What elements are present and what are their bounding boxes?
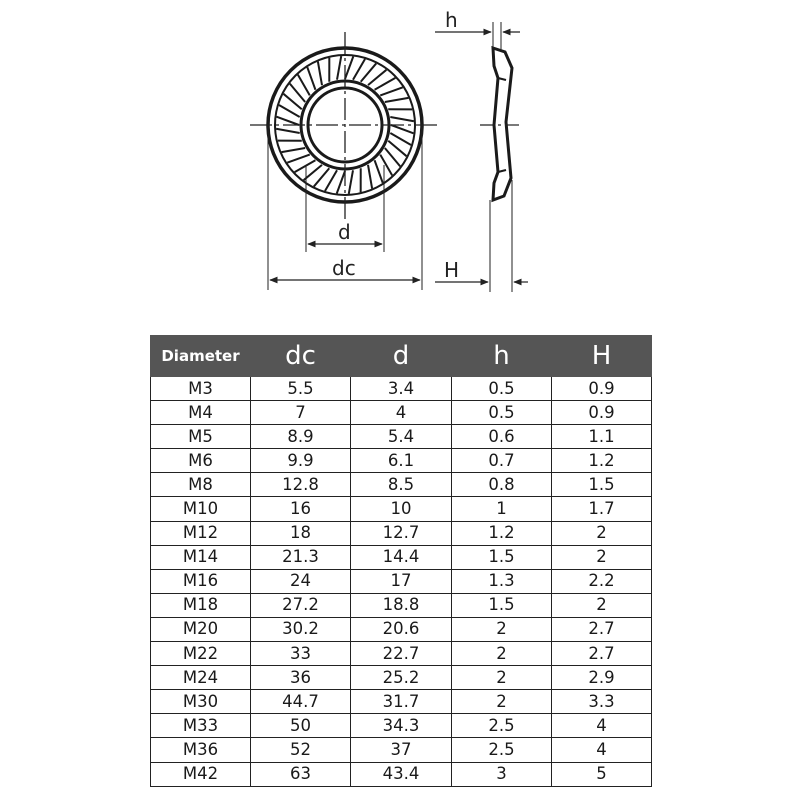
washer-dimension-table (150, 335, 652, 787)
table-row (151, 762, 652, 786)
cell-dc: 44.7 (251, 690, 351, 714)
cell-h: 2.5 (452, 738, 552, 762)
cell-H: 1.1 (552, 425, 652, 449)
cell-diameter: M33 (151, 714, 251, 738)
cell-h: 1 (452, 497, 552, 521)
table-row (151, 593, 652, 617)
label-d: d (338, 220, 351, 244)
table-row (151, 642, 652, 666)
cell-dc: 7 (251, 401, 351, 425)
table-row (151, 738, 652, 762)
cell-H: 2 (552, 545, 652, 569)
cell-diameter: M16 (151, 569, 251, 593)
cell-h: 0.5 (452, 401, 552, 425)
cell-h: 0.5 (452, 377, 552, 401)
label-h: h (445, 8, 458, 32)
table-row (151, 497, 652, 521)
table-row (151, 377, 652, 401)
cell-h: 0.8 (452, 473, 552, 497)
table-header-row (151, 336, 652, 377)
cell-dc: 8.9 (251, 425, 351, 449)
cell-diameter: M6 (151, 449, 251, 473)
table-row (151, 401, 652, 425)
cell-h: 0.7 (452, 449, 552, 473)
cell-H: 2.2 (552, 569, 652, 593)
cell-dc: 12.8 (251, 473, 351, 497)
cell-H: 1.5 (552, 473, 652, 497)
cell-H: 2 (552, 521, 652, 545)
cell-h: 1.5 (452, 593, 552, 617)
cell-diameter: M10 (151, 497, 251, 521)
cell-h: 2 (452, 690, 552, 714)
cell-d: 6.1 (351, 449, 452, 473)
cell-diameter: M36 (151, 738, 251, 762)
table-row (151, 449, 652, 473)
cell-dc: 30.2 (251, 617, 351, 641)
cell-d: 25.2 (351, 666, 452, 690)
cell-d: 43.4 (351, 762, 452, 786)
cell-diameter: M18 (151, 593, 251, 617)
cell-diameter: M30 (151, 690, 251, 714)
cell-H: 2.7 (552, 617, 652, 641)
cell-d: 5.4 (351, 425, 452, 449)
cell-diameter: M3 (151, 377, 251, 401)
cell-h: 2 (452, 617, 552, 641)
washer-technical-drawing (0, 0, 800, 300)
cell-h: 1.3 (452, 569, 552, 593)
table-row (151, 545, 652, 569)
cell-d: 34.3 (351, 714, 452, 738)
cell-d: 10 (351, 497, 452, 521)
table-row (151, 666, 652, 690)
header-dc: dc (251, 336, 351, 377)
cell-diameter: M24 (151, 666, 251, 690)
cell-H: 2.7 (552, 642, 652, 666)
header-d: d (351, 336, 452, 377)
cell-dc: 27.2 (251, 593, 351, 617)
cell-H: 1.2 (552, 449, 652, 473)
cell-dc: 50 (251, 714, 351, 738)
cell-h: 2 (452, 642, 552, 666)
table-row (151, 569, 652, 593)
cell-dc: 52 (251, 738, 351, 762)
cell-dc: 9.9 (251, 449, 351, 473)
cell-diameter: M12 (151, 521, 251, 545)
table-row (151, 521, 652, 545)
header-h: h (452, 336, 552, 377)
cell-h: 1.5 (452, 545, 552, 569)
cell-dc: 36 (251, 666, 351, 690)
cell-diameter: M22 (151, 642, 251, 666)
cell-H: 0.9 (552, 377, 652, 401)
cell-d: 14.4 (351, 545, 452, 569)
washer-front-view (250, 32, 440, 220)
cell-H: 3.3 (552, 690, 652, 714)
header-diameter: Diameter (151, 336, 251, 377)
cell-diameter: M42 (151, 762, 251, 786)
cell-dc: 24 (251, 569, 351, 593)
cell-d: 3.4 (351, 377, 452, 401)
table-row (151, 617, 652, 641)
header-H: H (552, 336, 652, 377)
cell-diameter: M14 (151, 545, 251, 569)
table-row (151, 425, 652, 449)
cell-d: 12.7 (351, 521, 452, 545)
table-row (151, 714, 652, 738)
cell-d: 31.7 (351, 690, 452, 714)
cell-d: 18.8 (351, 593, 452, 617)
cell-d: 37 (351, 738, 452, 762)
cell-H: 1.7 (552, 497, 652, 521)
cell-h: 2.5 (452, 714, 552, 738)
cell-d: 20.6 (351, 617, 452, 641)
cell-diameter: M5 (151, 425, 251, 449)
cell-h: 2 (452, 666, 552, 690)
cell-d: 22.7 (351, 642, 452, 666)
cell-dc: 33 (251, 642, 351, 666)
cell-H: 4 (552, 714, 652, 738)
cell-d: 17 (351, 569, 452, 593)
cell-h: 1.2 (452, 521, 552, 545)
cell-H: 2 (552, 593, 652, 617)
cell-h: 0.6 (452, 425, 552, 449)
washer-side-view (480, 48, 522, 200)
dimension-h (435, 8, 520, 50)
dimension-H (435, 180, 528, 292)
cell-H: 0.9 (552, 401, 652, 425)
cell-H: 2.9 (552, 666, 652, 690)
table-row (151, 473, 652, 497)
cell-h: 3 (452, 762, 552, 786)
cell-dc: 63 (251, 762, 351, 786)
label-dc: dc (332, 256, 356, 280)
cell-d: 4 (351, 401, 452, 425)
cell-diameter: M4 (151, 401, 251, 425)
cell-dc: 21.3 (251, 545, 351, 569)
cell-H: 5 (552, 762, 652, 786)
cell-dc: 16 (251, 497, 351, 521)
cell-H: 4 (552, 738, 652, 762)
cell-dc: 18 (251, 521, 351, 545)
label-H: H (444, 258, 460, 282)
cell-diameter: M20 (151, 617, 251, 641)
cell-dc: 5.5 (251, 377, 351, 401)
cell-d: 8.5 (351, 473, 452, 497)
table-row (151, 690, 652, 714)
cell-diameter: M8 (151, 473, 251, 497)
